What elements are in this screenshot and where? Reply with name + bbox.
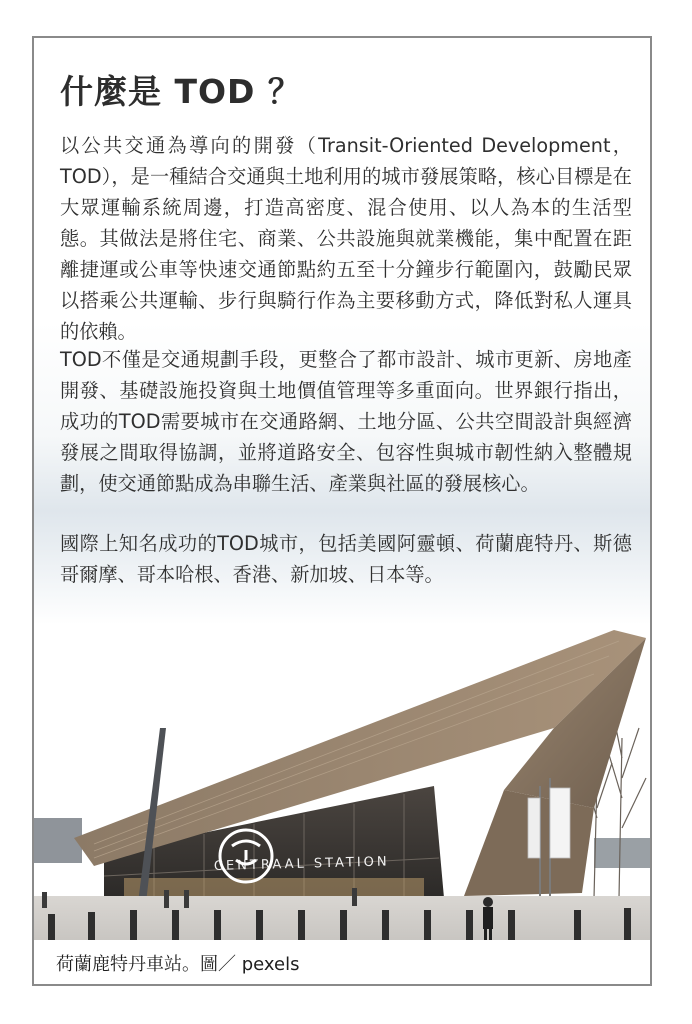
article-card — [32, 36, 652, 986]
article-paragraph-2: TOD不僅是交通規劃手段，更整合了都市設計、城市更新、房地產開發、基礎設施投資與土地價值管理等多重面向。世界銀行指出，成功的TOD需要城市在交通路網、土地分區、公共空間設計與經濟發展之間取得協調，並將道路安全、包容性與城市韌性納入整體規劃，使交通節點成為串聯生活、產業與社區的發展核心。 — [60, 348, 632, 495]
rotterdam-station-photo — [34, 584, 650, 984]
background-building — [34, 818, 82, 863]
station-sign: CENTRAAL STATION — [213, 854, 390, 874]
article-paragraph-1: 以公共交通為導向的開發（Transit-Oriented Development，TOD），是一種結合交通與土地利用的城市發展策略，核心目標是在大眾運輸系統周邊，打造高密度、混合使用、以人為本的生活型態。其做法是將住宅、商業、公共設施與就業機能，集中配置在距離捷運或公車等快速交通節點約五至十分鐘步行範圍內，鼓勵民眾以搭乘公共運輸、步行與騎行作為主要移動方式，降低對私人運具的依賴。 — [60, 134, 632, 343]
article-paragraph-3: 國際上知名成功的TOD城市，包括美國阿靈頓、荷蘭鹿特丹、斯德哥爾摩、哥本哈根、香港、新加坡、日本等。 — [60, 532, 632, 586]
photo-caption: 荷蘭鹿特丹車站。圖／ pexels — [56, 954, 300, 975]
background-building — [594, 838, 650, 868]
article-title: 什麼是 TOD ？ — [60, 72, 302, 111]
